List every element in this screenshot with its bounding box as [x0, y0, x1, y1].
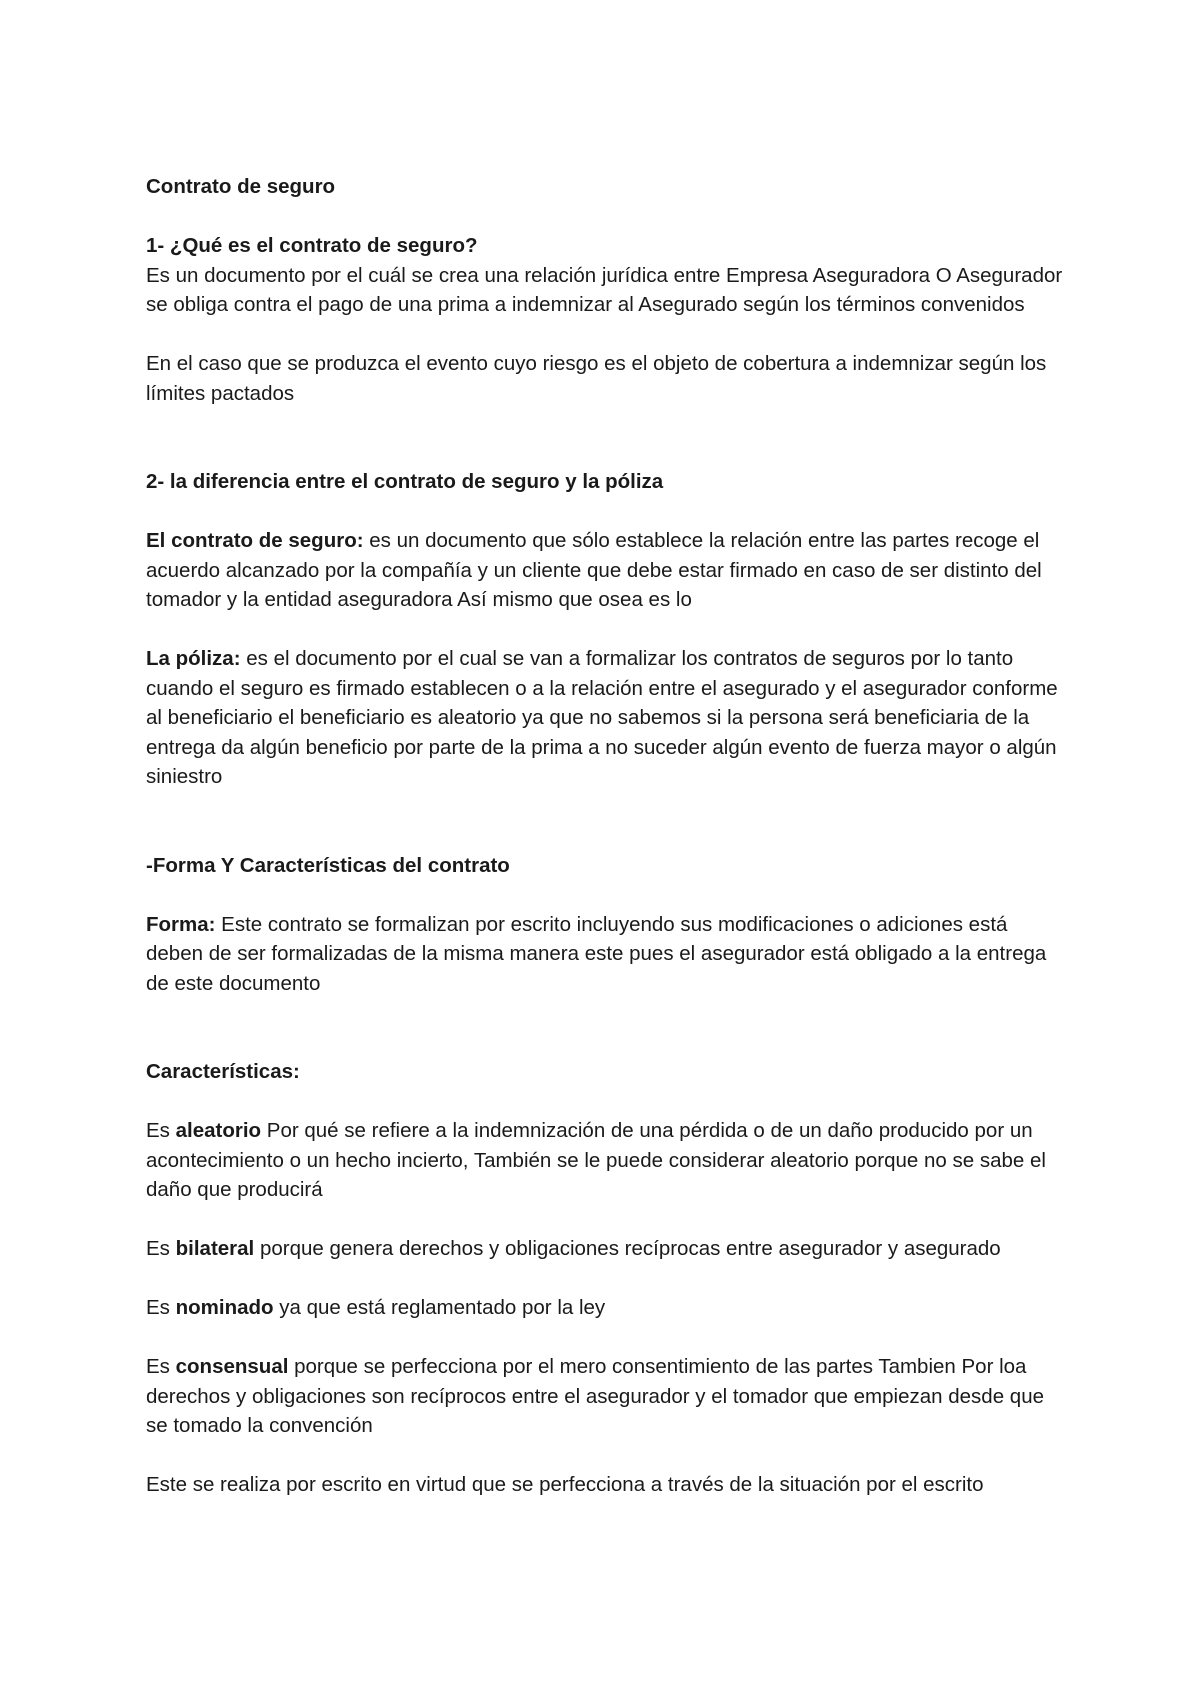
final-paragraph: Este se realiza por escrito en virtud que se perfecciona a través de la situación por el escrito: [146, 1473, 984, 1496]
caracteristicas-heading: Características:: [146, 1060, 300, 1083]
document-title: Contrato de seguro: [146, 175, 336, 198]
bilateral-text: porque genera derechos y obligaciones recíprocas entre asegurador y asegurado: [254, 1237, 1001, 1260]
bilateral-label: bilateral: [175, 1237, 255, 1260]
contrato-text: es un documento que sólo establece la relación entre las partes recoge el acuerdo alcanzado por la compañía y un cliente que debe estar firmado en caso de ser distinto del tomador y la entidad aseguradora Así mismo que osea es lo: [146, 529, 1042, 611]
es-prefix: Es: [146, 1296, 176, 1319]
aleatorio-paragraph: [146, 1116, 1066, 1205]
forma-text: Este contrato se formalizan por escrito incluyendo sus modificaciones o adiciones está deben de ser formalizadas de la misma manera este pues el asegurador está obligado a la entrega de este documento: [146, 912, 1047, 995]
poliza-text: es el documento por el cual se van a formalizar los contratos de seguros por lo tanto cuando el seguro es firmado establecen o a la relación entre el asegurado y el asegurador conforme al beneficiario el beneficiario es aleatorio ya que no sabemos si la persona será beneficiaria de la entrega da algún beneficio por parte de la prima a no suceder algún evento de fuerza mayor o algún siniestro: [146, 647, 1058, 788]
question-1-answer: Es un documento por el cuál se crea una relación jurídica entre Empresa Aseguradora O Asegurador se obliga contra el pago de una prima a indemnizar al Asegurado según los términos convenidos: [146, 263, 1063, 316]
question-1-heading: 1- ¿Qué es el contrato de seguro?: [146, 234, 478, 257]
poliza-label: La póliza:: [146, 647, 241, 670]
nominado-text: ya que está reglamentado por la ley: [273, 1296, 606, 1319]
forma-label: Forma:: [146, 912, 216, 936]
nominado-label: nominado: [175, 1296, 274, 1319]
es-prefix: Es: [146, 1237, 176, 1260]
es-prefix: Es: [146, 1119, 176, 1142]
forma-paragraph: [146, 910, 1066, 999]
consensual-label: consensual: [175, 1355, 289, 1378]
es-prefix: Es: [146, 1355, 176, 1378]
question-3-heading: -Forma Y Características del contrato: [146, 853, 510, 877]
aleatorio-text: Por qué se refiere a la indemnización de una pérdida o de un daño producido por un acontecimiento o un hecho incierto, También se le puede considerar aleatorio porque no se sabe el daño que producirá: [146, 1119, 1046, 1201]
question-2-heading: 2- la diferencia entre el contrato de seguro y la póliza: [146, 470, 664, 493]
poliza-paragraph: [146, 644, 1066, 792]
contrato-paragraph: [146, 526, 1066, 615]
question-1-extra: En el caso que se produzca el evento cuyo riesgo es el objeto de cobertura a indemnizar según los límites pactados: [146, 352, 1047, 405]
aleatorio-label: aleatorio: [175, 1119, 262, 1142]
nominado-paragraph: [146, 1293, 1066, 1323]
bilateral-paragraph: [146, 1234, 1066, 1264]
consensual-text: porque se perfecciona por el mero consentimiento de las partes Tambien Por loa derechos y obligaciones son recíprocos entre el asegurador y el tomador que empiezan desde que se tomado la convención: [146, 1355, 1044, 1437]
contrato-label: El contrato de seguro:: [146, 529, 364, 552]
document-page: [146, 172, 1066, 1500]
consensual-paragraph: [146, 1352, 1066, 1441]
